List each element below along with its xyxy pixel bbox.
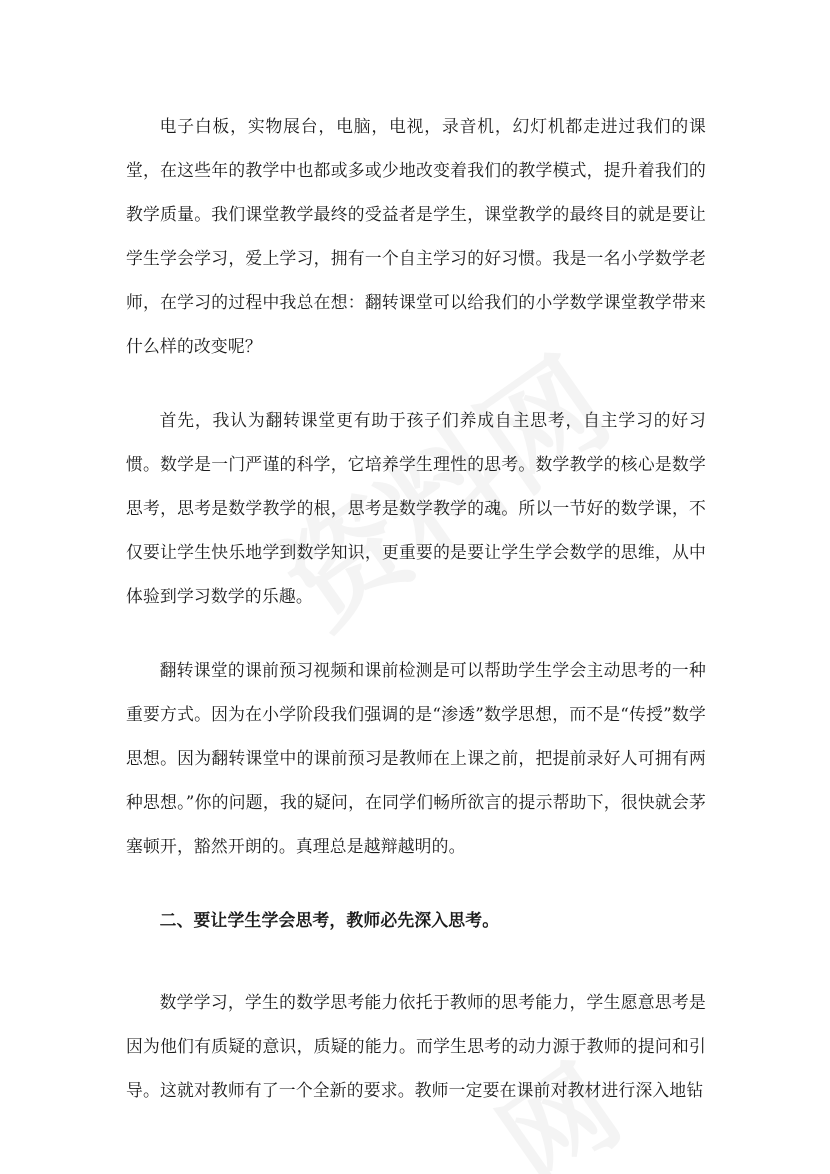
paragraph-teacher-thinking: 数学学习，学生的数学思考能力依托于教师的思考能力，学生愿意思考是因为他们有质疑的意识，质疑的能力。而学生思考的动力源于教师的提问和引导。这就对教师有了一个全新的要求。教师一定要在课前对教材进行深入地钻 [126, 992, 706, 1100]
paragraph-preview-video: 翻转课堂的课前预习视频和课前检测是可以帮助学生学会主动思考的一种重要方式。因为在小学阶段我们强调的是“渗透”数学思想，而不是“传授”数学思想。因为翻转课堂中的课前预习是教师在上课之前，把提前录好人可拥有两种思想。”你的问题，我的疑问，在同学们畅所欲言的提示帮助下，很快就会茅塞顿开，豁然开朗的。真理总是越辩越明的。 [126, 660, 706, 856]
section-heading: 二、要让学生学会思考，教师必先深入思考。 [159, 910, 500, 930]
paragraph-intro: 电子白板，实物展台，电脑，电视，录音机，幻灯机都走进过我们的课堂，在这些年的教学中也都或多或少地改变着我们的教学模式，提升着我们的教学质量。我们课堂教学最终的受益者是学生，课堂教学的最终目的就是要让学生学会学习，爱上学习，拥有一个自主学习的好习惯。我是一名小学数学老师，在学习的过程中我总在想：翻转课堂可以给我们的小学数学课堂教学带来什么样的改变呢？ [126, 116, 706, 356]
document-body [126, 104, 706, 1142]
paragraph-first-point: 首先，我认为翻转课堂更有助于孩子们养成自主思考，自主学习的好习惯。数学是一门严谨的科学，它培养学生理性的思考。数学教学的核心是数学思考，思考是数学教学的根，思考是数学教学的魂。所以一节好的数学课，不仅要让学生快乐地学到数学知识，更重要的是要让学生学会数学的思维，从中体验到学习数学的乐趣。 [126, 410, 706, 606]
